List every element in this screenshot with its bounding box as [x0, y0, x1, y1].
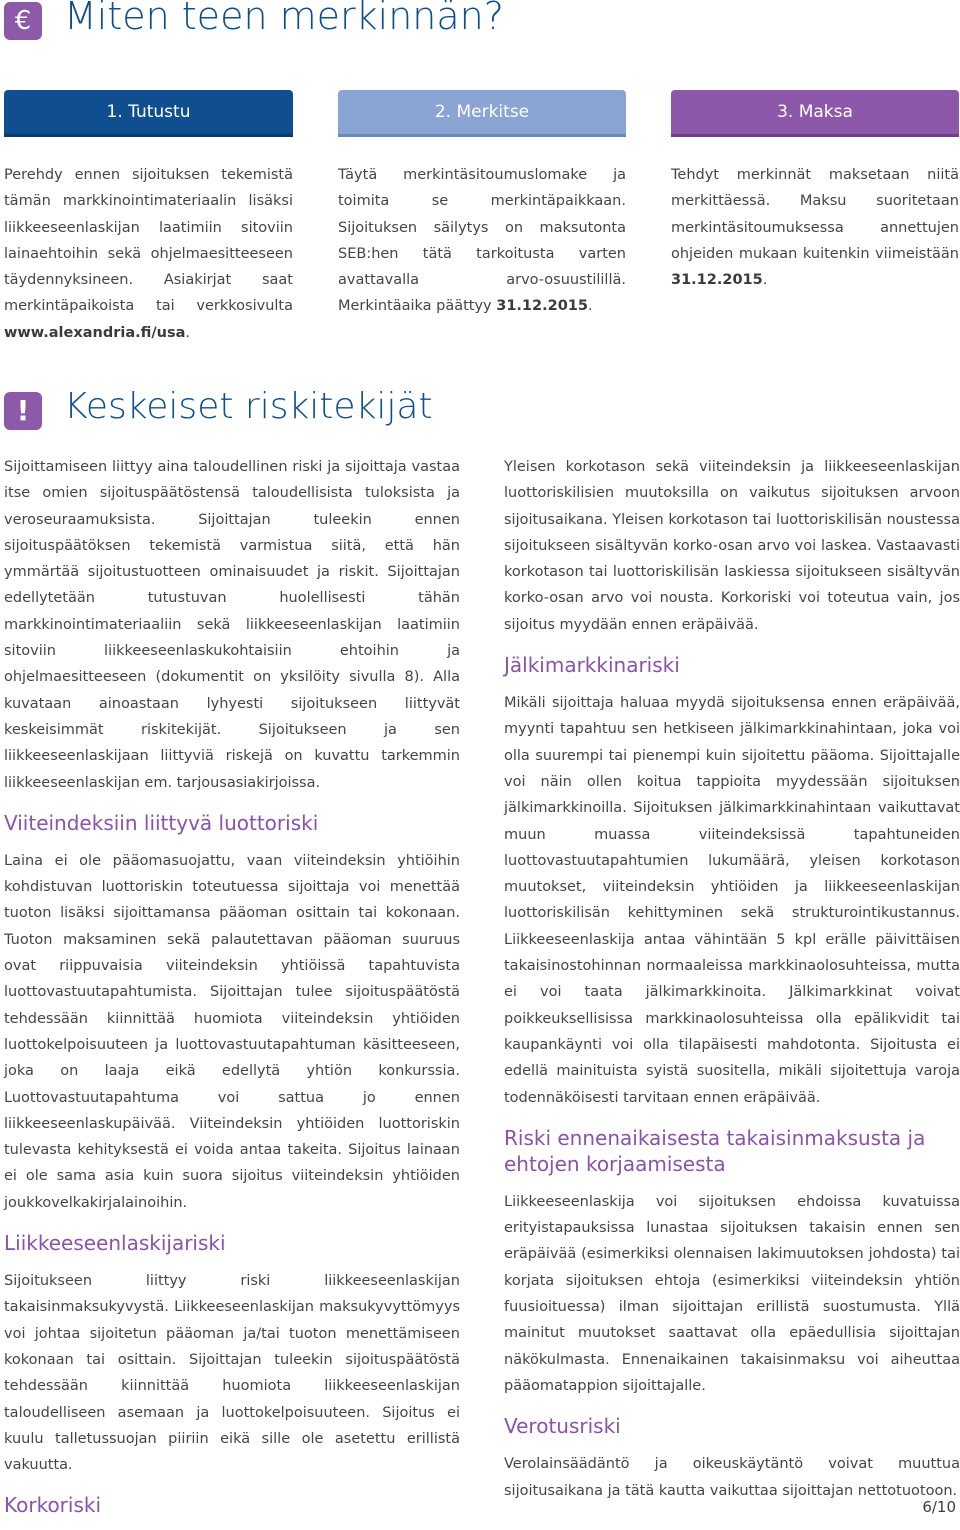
step-2-body: Täytä merkintäsitoumuslomake ja toimita se merkintäpaikkaan. Sijoituksen säilytys on maksutonta SEB:hen tätä tarkoitusta varten avattavalla arvo-osuustilillä. Merkintäaika päättyy [338, 167, 626, 315]
page-number: 6/10 [922, 1498, 956, 1516]
warning-icon: ! [4, 392, 42, 430]
credit-risk-heading: Viiteindeksiin liittyvä luottoriski [4, 810, 319, 835]
early-redemption-text: Liikkeeseenlaskija voi sijoituksen ehdoissa kuvatuissa erityistapauksissa lunastaa sijoituksen takaisin ennen sen eräpäivää (esimerkiksi olennaisen lakimuutoksen johdosta) tai korjata sijoituksen ehtoja (esimerkiksi viiteindeksin yhtiön fuusioituessa) ilman sijoittajan erillistä suostumusta. Yllä mainitut muutokset saattavat olla epäedullisia sijoittajan näkökulmasta. Ennenaikainen takaisinmaksu voi aiheuttaa pääomatappion sijoittajalle. [504, 1193, 960, 1394]
step-1-body: Perehdy ennen sijoituksen tekemistä tämän markkinointimateriaalin lisäksi liikkeeseenlaskijan laatimiin sitoviin lainaehtoihin sekä ohjelmaesitteeseen täydennyksineen. Asiakirjat saat merkintäpaikoista tai verkkosivulta [4, 167, 293, 315]
step-3-body: Tehdyt merkinnät maksetaan niitä merkittäessä. Maksu suoritetaan merkintäsitoumuksessa annettujen ohjeiden mukaan kuitenkin viimeistään [671, 167, 959, 262]
website-link[interactable]: www.alexandria.fi/usa [4, 324, 186, 341]
interest-risk-text: Yleisen korkotason sekä viiteindeksin ja liikkeeseenlaskijan luottoriskilisien muutoksilla on vaikutus sijoituksen arvoon sijoitusaikana. Yleisen korkotason tai luottoriskilisän noustessa sijoitukseen sisältyvän korko-osan arvo voi laskea. Vastaavasti korkotason tai luottoriskilisän laskiessa sijoitukseen sisältyvän korko-osan arvo voi nousta. Korkoriski voi toteutua vain, jos sijoitus myydään ennen eräpäivää. [504, 459, 960, 633]
step-2-banner: 2. Merkitse [338, 90, 626, 134]
step-2-tail: . [587, 298, 593, 315]
early-redemption-heading: Riski ennenaikaisesta takaisinmaksusta ja ehtojen korjaamisesta [504, 1125, 926, 1176]
step-1-tail: . [185, 324, 191, 341]
step-1-text [4, 162, 293, 346]
issuer-risk-text: Sijoitukseen liittyy riski liikkeeseenlaskijan takaisinmaksukyvystä. Liikkeeseenlaskijan maksukyvyttömyys voi johtaa sijoitetun pääoman ja/tai tuoton menettämiseen kokonaan tai osittain. Sijoittajan tuleekin sijoituspäätöstä tehdessään kiinnittää huomiota liikkeeseenlaskijan taloudelliseen asemaan ja luottokelpoisuuteen. Sijoitus ei kuulu talletussuojan piiriin eikä sille ole asetettu erillistä vakuutta. [4, 1273, 460, 1474]
step-2-text [338, 162, 626, 320]
tax-risk-heading: Verotusriski [504, 1414, 621, 1439]
risks-left-column [4, 454, 460, 1530]
secondary-market-text: Mikäli sijoittaja haluaa myydä sijoituksensa ennen eräpäivää, myynti tapahtuu sen hetkiseen jälkimarkkinahintaan, joka voi olla suurempi tai pienempi kuin sijoitettu pääoma. Sijoittajalle voi näin ollen koitua tappioita myydessään sijoituksen jälkimarkkinoilla. Sijoituksen jälkimarkkinahintaan vaikuttavat muun muassa viiteindeksissä tapahtuneiden luottovastuutapahtumien lukumäärä, yleisen korkotason muutokset, viiteindeksin yhtiöiden ja liikkeeseenlaskijan luottoriskilisän kehittyminen sekä strukturointikustannus. Liikkeeseenlaskija antaa vähintään 5 kpl erälle päivittäisen takaisinostohinnan normaaleissa markkinaolosuhteissa, mutta ei voi taata jälkimarkkinoita. Jälkimarkkinat voivat poikkeuksellisissa markkinaolosuhteissa olla epälikvidit tai kaupankäynti voi olla tilapäisesti mahdotonta. Sijoitusta ei edellä mainituista syistä suositella, mikäli sijoitettuja varoja todennäköisesti tarvitaan ennen eräpäivää. [504, 695, 960, 1106]
step-2-deadline: 31.12.2015 [496, 298, 588, 315]
euro-icon: € [4, 2, 42, 40]
credit-risk-text: Laina ei ole pääomasuojattu, vaan viiteindeksin yhtiöihin kohdistuvan luottoriskin toteutuessa sijoittaja voi menettää tuoton lisäksi sijoittamansa pääoman osittain tai kokonaan. Tuoton maksaminen sekä palautettavan pääoman suuruus ovat riippuvaisia viiteindeksin yhtiöissä tapahtuvista luottovastuutapahtumista. Sijoittajan tulee sijoituspäätöstä tehdessään kiinnittää huomiota viiteindeksin yhtiöiden luottokelpoisuuteen ja luottovastuutapahtuman käsitteeseen, joka on laaja eikä edellytä yhtiön konkurssia. Luottovastuutapahtuma voi sattua jo ennen liikkeeseenlaskupäivää. Viiteindeksin yhtiöiden luottoriskin tulevasta kehityksestä ei voida antaa takeita. Sijoitus lainaan ei ole sama asia kuin suora sijoitus viiteindeksin yhtiöiden joukkovelkakirjalainoihin. [4, 852, 460, 1211]
step-3-banner: 3. Maksa [671, 90, 959, 134]
risks-title: Keskeiset riskitekijät [64, 386, 433, 427]
page-title: Miten teen merkinnän? [64, 0, 504, 38]
step-3-deadline: 31.12.2015 [671, 272, 763, 289]
step-3-text [671, 162, 959, 293]
tax-risk-text: Verolainsäädäntö ja oikeuskäytäntö voivat muuttua sijoitusaikana ja tätä kautta vaikuttaa sijoittajan nettotuotoon. [504, 1456, 960, 1499]
risks-right-column [504, 454, 960, 1504]
step-1-banner: 1. Tutustu [4, 90, 293, 134]
step-3-tail: . [762, 272, 768, 289]
secondary-market-heading: Jälkimarkkinariski [504, 653, 680, 678]
risks-intro: Sijoittamiseen liittyy aina taloudellinen riski ja sijoittaja vastaa itse omien sijoituspäätöstensä taloudellisista tuloksista ja veroseuraamuksista. Sijoittajan tuleekin ennen sijoituspäätöksen tekemistä varmistua siitä, että hän ymmärtää sijoitustuotteen ominaisuudet ja riskit. Sijoittajan edellytetään tutustuvan huolellisesti tähän markkinointimateriaaliin sekä liikkeeseenlaskijan laatimiin sitoviin liikkeeseenlaskukohtaisiin ehtoihin ja ohjelmaesitteeseen (dokumentit on yksilöity sivulla 8). Alla kuvataan ainoastaan lyhyesti sijoitukseen liittyvät keskeisimmät riskitekijät. Sijoitukseen ja sen liikkeeseenlaskijaan liittyviä riskejä on kuvattu tarkemmin liikkeeseenlaskijan em. tarjousasiakirjoissa. [4, 459, 460, 791]
issuer-risk-heading: Liikkeeseenlaskijariski [4, 1231, 226, 1256]
interest-risk-heading: Korkoriski [4, 1493, 102, 1518]
